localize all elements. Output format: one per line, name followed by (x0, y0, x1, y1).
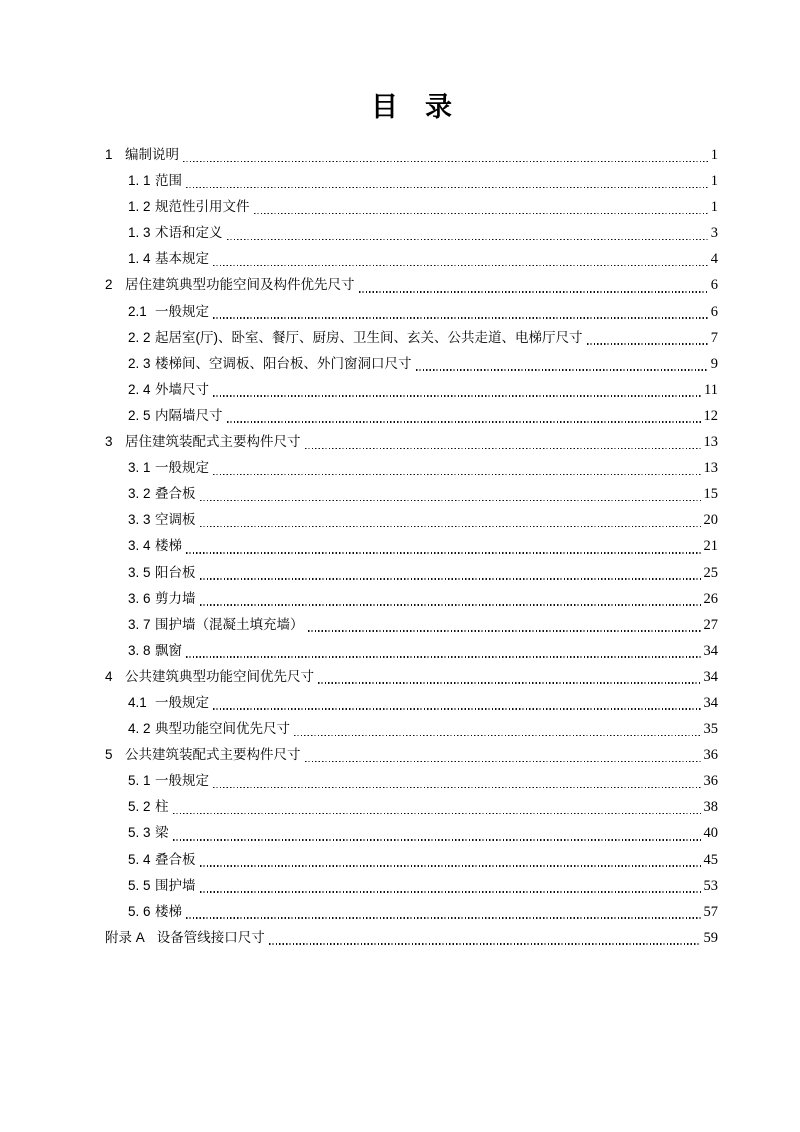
toc-entry-label: 典型功能空间优先尺寸 (155, 721, 290, 737)
toc-entry-page: 9 (710, 355, 718, 372)
toc-entry-number: 3. 2 (128, 486, 151, 502)
dot-leader (305, 448, 701, 450)
toc-entry-number: 5. 5 (128, 877, 151, 893)
toc-entry-page: 6 (710, 277, 718, 294)
toc-entry-page: 35 (703, 721, 718, 738)
dot-leader (200, 526, 701, 528)
toc-entry-number: 1. 2 (128, 199, 151, 215)
toc-entry[interactable] (105, 481, 718, 507)
dot-leader (227, 421, 701, 423)
toc-entry[interactable] (105, 794, 718, 820)
dot-leader (200, 578, 701, 580)
toc-entry-page: 45 (703, 851, 718, 868)
toc-entry-label: 一般规定 (155, 694, 209, 710)
toc-entry[interactable] (105, 168, 718, 194)
toc-entry-number: 3 (105, 434, 113, 450)
toc-entry-label: 编制说明 (125, 147, 179, 162)
toc-entry[interactable] (105, 612, 718, 638)
toc-entry-page: 27 (703, 616, 718, 633)
toc-entry-label: 一般规定 (155, 303, 209, 319)
toc-entry-label: 围护墙（混凝土填充墙） (155, 616, 304, 632)
toc-entry-number: 5. 3 (128, 825, 151, 841)
toc-entry-page: 15 (703, 486, 718, 503)
toc-entry-number: 4 (105, 668, 113, 684)
toc-entry-label: 一般规定 (155, 773, 209, 789)
toc-entry-number: 3. 3 (128, 512, 151, 528)
toc-entry-number: 3. 4 (128, 538, 151, 554)
toc-entry-page: 59 (703, 929, 718, 946)
toc-entry[interactable] (105, 925, 718, 951)
toc-entry[interactable] (105, 429, 718, 455)
toc-entry-page: 38 (703, 799, 718, 816)
dot-leader (183, 161, 708, 163)
toc-entry-number: 3. 5 (128, 564, 151, 580)
toc-entry-page: 21 (703, 538, 718, 555)
toc-entry-page: 12 (703, 407, 718, 424)
toc-entry-label: 外墙尺寸 (155, 381, 209, 397)
dot-leader (186, 917, 701, 919)
toc-entry[interactable] (105, 690, 718, 716)
toc-entry-label: 设备管线接口尺寸 (156, 929, 265, 945)
toc-entry-number: 2. 5 (128, 407, 151, 423)
toc-entry-number: 2.1 (128, 303, 147, 319)
toc-entry-number: 1. 3 (128, 225, 151, 241)
toc-entry[interactable] (105, 533, 718, 559)
toc-entry-page: 36 (703, 747, 718, 764)
dot-leader (254, 213, 708, 215)
toc-entry-number: 5 (105, 747, 113, 763)
toc-entry[interactable] (105, 560, 718, 586)
toc-entry-page: 13 (703, 460, 718, 477)
toc-entry-label: 范围 (155, 173, 182, 189)
dot-leader (308, 630, 701, 632)
toc-entry-number: 1. 4 (128, 251, 151, 267)
dot-leader (269, 943, 701, 945)
toc-entry-label: 梁 (155, 825, 169, 841)
toc-entry-number: 5. 1 (128, 773, 151, 789)
dot-leader (200, 891, 701, 893)
toc-entry-page: 11 (704, 381, 718, 398)
toc-entry[interactable] (105, 246, 718, 272)
toc-entry-label: 飘窗 (155, 642, 182, 658)
toc-entry-page: 7 (710, 329, 718, 346)
toc-entry-page: 34 (703, 668, 718, 685)
toc-entry-page: 25 (703, 564, 718, 581)
toc-entry-page: 34 (703, 642, 718, 659)
toc-entry-number: 2. 4 (128, 381, 151, 397)
toc-entry[interactable] (105, 507, 718, 533)
toc-entry-page: 1 (710, 173, 718, 190)
toc-entry-number: 5. 2 (128, 799, 151, 815)
toc-entry-page: 53 (703, 877, 718, 894)
toc-entry[interactable] (105, 742, 718, 768)
toc-entry-number: 3. 6 (128, 590, 151, 606)
toc-entry-page: 26 (703, 590, 718, 607)
toc-entry[interactable] (105, 873, 718, 899)
toc-entry-label: 一般规定 (155, 460, 209, 476)
dot-leader (186, 552, 701, 554)
toc-entry[interactable] (105, 325, 718, 351)
toc-entry-number: 附录 A (105, 929, 145, 945)
dot-leader (186, 656, 701, 658)
dot-leader (416, 369, 708, 371)
toc-entry-label: 公共建筑典型功能空间优先尺寸 (125, 668, 314, 684)
dot-leader (305, 761, 701, 763)
toc-entry-label: 剪力墙 (155, 590, 196, 606)
toc-entry-number: 3. 1 (128, 460, 151, 476)
toc-entry-page: 4 (710, 251, 718, 268)
dot-leader (200, 604, 701, 606)
toc-entry[interactable] (105, 768, 718, 794)
toc-entry-label: 基本规定 (155, 251, 209, 267)
dot-leader (294, 735, 701, 737)
dot-leader (213, 395, 701, 397)
toc-entry-label: 居住建筑装配式主要构件尺寸 (125, 434, 301, 450)
toc-entry[interactable] (105, 638, 718, 664)
toc-entry-number: 1 (105, 147, 113, 162)
dot-leader (186, 187, 708, 189)
toc-entry-label: 叠合板 (155, 486, 196, 502)
toc-entry-number: 2. 2 (128, 329, 151, 345)
toc-entry-label: 公共建筑装配式主要构件尺寸 (125, 747, 301, 763)
toc-entry-number: 1. 1 (128, 173, 151, 189)
dot-leader (213, 317, 708, 319)
toc-entry[interactable] (105, 820, 718, 846)
toc-entry-label: 规范性引用文件 (155, 199, 250, 215)
dot-leader (213, 474, 701, 476)
toc-entry-label: 楼梯 (155, 538, 182, 554)
toc-entry-label: 叠合板 (155, 851, 196, 867)
toc-entry-page: 20 (703, 512, 718, 529)
page-title: 目 录 (371, 92, 452, 122)
toc-entry[interactable] (105, 142, 718, 168)
dot-leader (200, 865, 701, 867)
toc-entry[interactable] (105, 586, 718, 612)
toc-entry-label: 柱 (155, 799, 169, 815)
toc-entry-number: 3. 8 (128, 642, 151, 658)
toc-entry[interactable] (105, 194, 718, 220)
toc-entry-page: 1 (710, 199, 718, 216)
toc-entry-label: 阳台板 (155, 564, 196, 580)
toc-entry-label: 空调板 (155, 512, 196, 528)
toc-entry-page: 40 (703, 825, 718, 842)
toc-entry-number: 3. 7 (128, 616, 151, 632)
dot-leader (173, 813, 701, 815)
toc-entry-label: 内隔墙尺寸 (155, 407, 223, 423)
toc-entry-page: 13 (703, 434, 718, 451)
dot-leader (173, 839, 701, 841)
dot-leader (359, 291, 708, 293)
dot-leader (227, 239, 708, 241)
toc-entry-number: 2. 3 (128, 355, 151, 371)
toc-entry-number: 5. 4 (128, 851, 151, 867)
toc-entry-page: 3 (710, 225, 718, 242)
dot-leader (213, 708, 701, 710)
toc-entry-label: 楼梯 (155, 903, 182, 919)
toc-entry[interactable] (105, 455, 718, 481)
toc-entry[interactable] (105, 377, 718, 403)
dot-leader (213, 787, 701, 789)
toc-entry-page: 57 (703, 903, 718, 920)
dot-leader (318, 682, 701, 684)
toc-entry-label: 术语和定义 (155, 225, 223, 241)
toc-entry[interactable] (105, 403, 718, 429)
toc-entry-label: 居住建筑典型功能空间及构件优先尺寸 (125, 277, 355, 293)
dot-leader (213, 265, 708, 267)
toc-entry[interactable] (105, 847, 718, 873)
toc-entry-number: 4. 2 (128, 721, 151, 737)
toc-entry-page: 6 (710, 303, 718, 320)
toc-entry[interactable] (105, 299, 718, 325)
toc-entry-number: 5. 6 (128, 903, 151, 919)
toc-entry[interactable] (105, 220, 718, 246)
toc-entry[interactable] (105, 716, 718, 742)
toc-entry-label: 起居室(厅)、卧室、餐厅、厨房、卫生间、玄关、公共走道、电梯厅尺寸 (155, 329, 583, 345)
toc-entry-page: 34 (703, 694, 718, 711)
dot-leader (587, 343, 708, 345)
toc-entry-label: 楼梯间、空调板、阳台板、外门窗洞口尺寸 (155, 355, 412, 371)
toc-entry[interactable] (105, 664, 718, 690)
toc-entry-page: 36 (703, 773, 718, 790)
dot-leader (200, 500, 701, 502)
toc-entry[interactable] (105, 272, 718, 298)
toc-entry[interactable] (105, 899, 718, 925)
toc-entry[interactable] (105, 351, 718, 377)
toc-entry-number: 4.1 (128, 694, 147, 710)
toc-list (0, 142, 800, 951)
toc-entry-page: 1 (710, 147, 718, 163)
toc-entry-label: 围护墙 (155, 877, 196, 893)
toc-entry-number: 2 (105, 277, 113, 293)
